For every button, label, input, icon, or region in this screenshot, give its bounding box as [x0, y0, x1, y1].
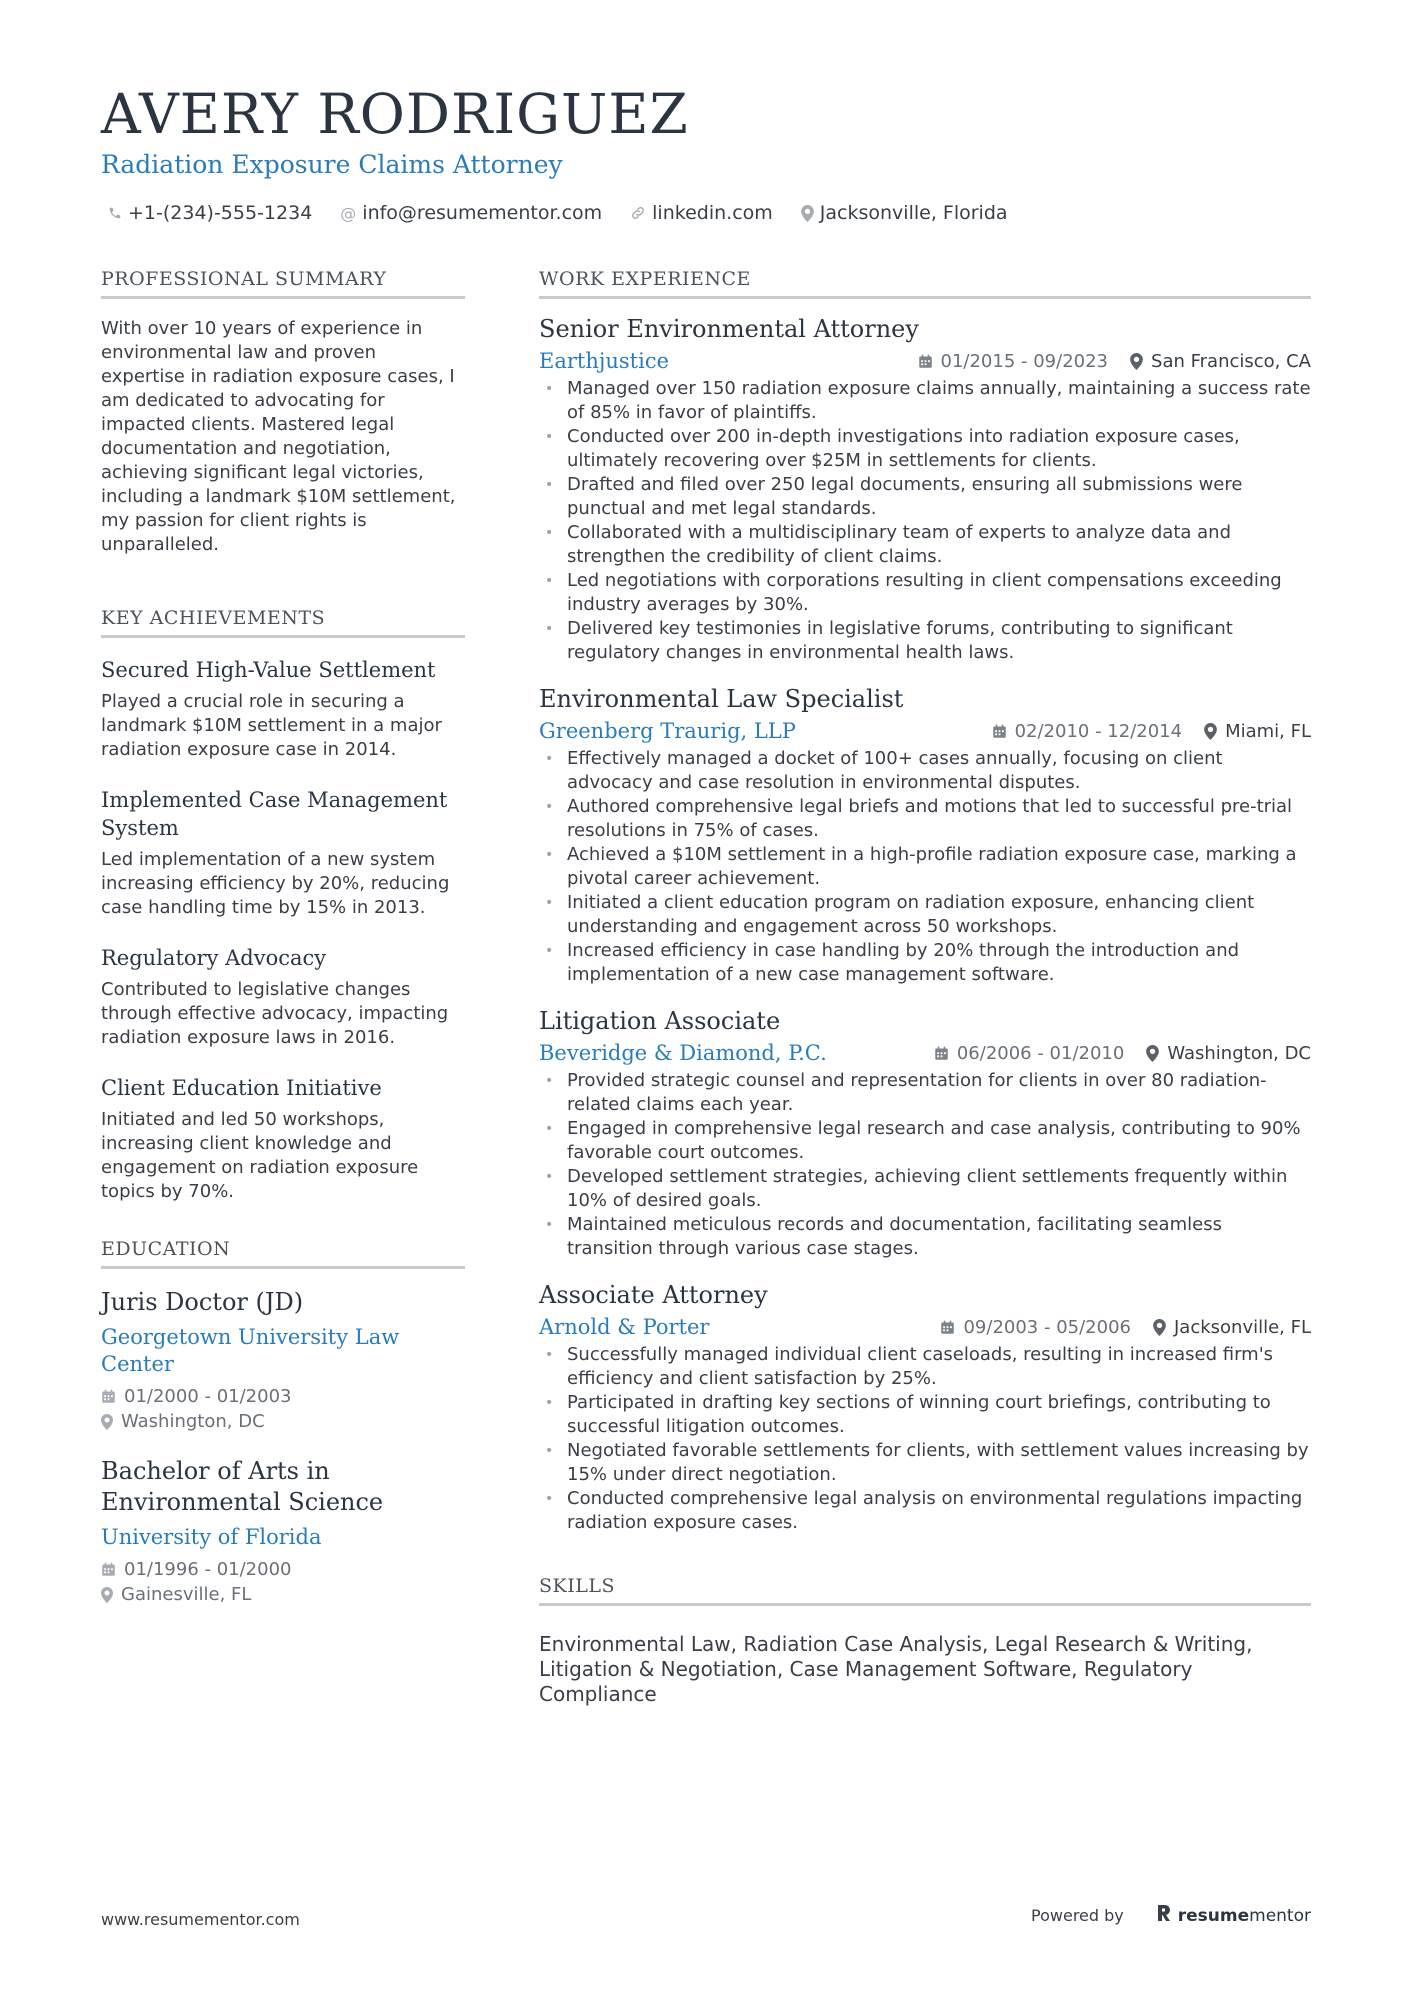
job-bullet: • Collaborated with a multidisciplinary team of experts to analyze data and strengthen the credibility of client claims. — [539, 521, 1311, 569]
contact-location — [801, 202, 1008, 224]
experience-title: WORK EXPERIENCE — [539, 268, 1311, 299]
job-location — [1146, 1043, 1311, 1064]
location-icon — [1153, 1319, 1166, 1336]
job-company: Arnold & Porter — [539, 1315, 710, 1339]
contact-email-text[interactable]: info@resumementor.com — [362, 202, 603, 224]
education-degree: Bachelor of Arts in Environmental Science — [101, 1457, 384, 1516]
job-location-text: Washington, DC — [1167, 1042, 1311, 1064]
achievement-item — [101, 786, 465, 920]
job-bullets — [539, 1343, 1311, 1535]
footer-brand — [1031, 1904, 1311, 1927]
education-dates-text: 01/1996 - 01/2000 — [124, 1559, 292, 1580]
contact-phone — [108, 202, 312, 224]
job-location — [1204, 721, 1311, 742]
calendar-icon — [934, 1046, 949, 1061]
job-dates-text: 06/2006 - 01/2010 — [956, 1042, 1125, 1064]
job-list — [539, 313, 1311, 1535]
job-bullet: • Maintained meticulous records and documentation, facilitating seamless transition through various case stages. — [539, 1213, 1311, 1261]
achievement-item — [101, 1074, 465, 1204]
job-bullet: • Increased efficiency in case handling by 20% through the introduction and implementation of a new case management software. — [539, 939, 1311, 987]
job-title: Environmental Law Specialist — [539, 685, 904, 713]
location-icon — [101, 1587, 113, 1603]
calendar-icon — [940, 1320, 955, 1335]
calendar-icon — [101, 1389, 116, 1404]
job-company: Beveridge & Diamond, P.C. — [539, 1041, 827, 1065]
job-entry — [539, 313, 1311, 665]
job-bullet: • Engaged in comprehensive legal research and case analysis, contributing to 90% favorable court outcomes. — [539, 1117, 1311, 1165]
left-column — [101, 268, 465, 1629]
job-title: Senior Environmental Attorney — [539, 315, 919, 343]
achievement-title: Secured High-Value Settlement — [101, 658, 436, 682]
job-bullets — [539, 1069, 1311, 1261]
job-dates — [940, 1317, 1131, 1338]
education-location — [101, 1409, 465, 1434]
location-icon — [1130, 353, 1143, 370]
contact-email[interactable] — [340, 202, 602, 224]
job-meta — [992, 721, 1311, 742]
job-location-text: San Francisco, CA — [1151, 350, 1311, 372]
job-bullet: • Negotiated favorable settlements for clients, with settlement values increasing by 15% under direct negotiation. — [539, 1439, 1311, 1487]
achievement-title: Regulatory Advocacy — [101, 946, 327, 970]
education-dates — [101, 1557, 465, 1582]
location-icon — [101, 1414, 113, 1430]
job-bullet: • Developed settlement strategies, achieving client settlements frequently within 10% of desired goals. — [539, 1165, 1311, 1213]
achievements-section — [101, 607, 465, 1204]
powered-by-label: Powered by — [1031, 1906, 1124, 1925]
calendar-icon — [918, 354, 933, 369]
education-dates — [101, 1384, 465, 1409]
education-item — [101, 1287, 465, 1434]
job-header-row — [539, 1039, 1311, 1067]
education-school: Georgetown University Law Center — [101, 1325, 400, 1376]
job-company: Earthjustice — [539, 349, 670, 373]
achievements-title: KEY ACHIEVEMENTS — [101, 607, 465, 638]
job-dates-text: 02/2010 - 12/2014 — [1014, 720, 1183, 742]
skills-section — [539, 1575, 1311, 1707]
job-meta — [940, 1317, 1311, 1338]
job-location-text: Jacksonville, FL — [1173, 1316, 1311, 1338]
education-location — [101, 1582, 465, 1607]
job-location — [1153, 1317, 1311, 1338]
job-dates-text: 01/2015 - 09/2023 — [940, 350, 1109, 372]
brand-mark-icon — [1156, 1904, 1172, 1927]
job-bullets — [539, 747, 1311, 987]
achievement-text: Played a crucial role in securing a landmark $10M settlement in a major radiation exposure case in 2014. — [101, 691, 442, 760]
brand-name-light: mentor — [1249, 1905, 1311, 1926]
candidate-name: AVERY RODRIGUEZ — [101, 82, 689, 146]
contact-phone-text: +1-(234)-555-1234 — [128, 202, 313, 224]
job-bullet: • Led negotiations with corporations resulting in client compensations exceeding industry averages by 30%. — [539, 569, 1311, 617]
job-bullet: • Provided strategic counsel and representation for clients in over 80 radiation-related claims each year. — [539, 1069, 1311, 1117]
job-meta — [934, 1043, 1311, 1064]
achievement-text: Led implementation of a new system increasing efficiency by 20%, reducing case handling time by 15% in 2013. — [101, 849, 450, 918]
calendar-icon — [101, 1562, 116, 1577]
achievement-item — [101, 944, 465, 1050]
job-entry — [539, 1005, 1311, 1261]
education-title: EDUCATION — [101, 1238, 465, 1269]
contact-location-text: Jacksonville, Florida — [819, 202, 1008, 224]
job-company: Greenberg Traurig, LLP — [539, 719, 796, 743]
job-bullet: • Managed over 150 radiation exposure claims annually, maintaining a success rate of 85% in favor of plaintiffs. — [539, 377, 1311, 425]
job-dates — [992, 721, 1183, 742]
experience-section — [539, 268, 1311, 1535]
education-dates-text: 01/2000 - 01/2003 — [124, 1386, 292, 1407]
skills-text: Environmental Law, Radiation Case Analysis, Legal Research & Writing, Litigation & Negotiation, Case Management Software, Regulatory Compliance — [539, 1632, 1253, 1706]
job-location-text: Miami, FL — [1225, 720, 1311, 742]
job-header-row — [539, 1313, 1311, 1341]
job-dates-text: 09/2003 - 05/2006 — [963, 1316, 1131, 1338]
education-item — [101, 1456, 465, 1607]
contact-linkedin[interactable] — [630, 202, 773, 224]
job-entry — [539, 683, 1311, 987]
job-bullet: • Delivered key testimonies in legislative forums, contributing to significant regulatory changes in environmental health laws. — [539, 617, 1311, 665]
job-bullet: • Successfully managed individual client caseloads, resulting in increased firm's efficiency and client satisfaction by 25%. — [539, 1343, 1311, 1391]
job-meta — [918, 351, 1311, 372]
summary-text: With over 10 years of experience in environmental law and proven expertise in radiation exposure cases, I am dedicated to advocating for impacted clients. Mastered legal documentation and negotiation, achieving significant legal victories, including a landmark $10M settlement, my passion for client rights is unparalleled. — [101, 318, 456, 555]
achievement-item — [101, 656, 465, 762]
education-location-text: Washington, DC — [121, 1411, 265, 1432]
job-bullet: • Initiated a client education program on radiation exposure, enhancing client understanding and engagement across 50 workshops. — [539, 891, 1311, 939]
location-icon — [1146, 1045, 1159, 1062]
link-icon — [630, 205, 646, 221]
education-section — [101, 1238, 465, 1607]
brand-name-bold: resume — [1177, 1905, 1250, 1926]
job-dates — [934, 1043, 1125, 1064]
education-school: University of Florida — [101, 1525, 322, 1549]
footer-website[interactable]: www.resumementor.com — [101, 1910, 300, 1929]
summary-title: PROFESSIONAL SUMMARY — [101, 268, 465, 299]
achievement-title: Implemented Case Management System — [101, 788, 448, 840]
job-dates — [918, 351, 1109, 372]
summary-section — [101, 268, 465, 557]
job-bullet: • Effectively managed a docket of 100+ cases annually, focusing on client advocacy and case resolution in environmental disputes. — [539, 747, 1311, 795]
job-bullet: • Conducted comprehensive legal analysis on environmental regulations impacting radiation exposure cases. — [539, 1487, 1311, 1535]
brand-logo[interactable] — [1156, 1904, 1311, 1927]
at-icon: @ — [340, 203, 357, 223]
job-entry — [539, 1279, 1311, 1535]
contact-linkedin-text[interactable]: linkedin.com — [652, 202, 773, 224]
job-bullets — [539, 377, 1311, 665]
right-column — [539, 268, 1311, 1707]
skills-title: SKILLS — [539, 1575, 1311, 1606]
achievement-text: Initiated and led 50 workshops, increasing client knowledge and engagement on radiation exposure topics by 70%. — [101, 1109, 419, 1202]
job-bullet: • Authored comprehensive legal briefs and motions that led to successful pre-trial resolutions in 75% of cases. — [539, 795, 1311, 843]
job-title: Litigation Associate — [539, 1007, 781, 1035]
location-icon — [1204, 723, 1217, 740]
candidate-headline: Radiation Exposure Claims Attorney — [101, 150, 563, 179]
job-title: Associate Attorney — [539, 1281, 768, 1309]
job-bullet: • Participated in drafting key sections of winning court briefings, contributing to successful litigation outcomes. — [539, 1391, 1311, 1439]
phone-icon — [108, 206, 122, 220]
job-location — [1130, 351, 1311, 372]
job-header-row — [539, 347, 1311, 375]
achievement-text: Contributed to legislative changes through effective advocacy, impacting radiation exposure laws in 2016. — [101, 979, 449, 1048]
job-bullet: • Conducted over 200 in-depth investigations into radiation exposure cases, ultimately recovering over $25M in settlements for clients. — [539, 425, 1311, 473]
education-degree: Juris Doctor (JD) — [101, 1288, 304, 1316]
location-icon — [801, 205, 814, 222]
calendar-icon — [992, 724, 1007, 739]
job-header-row — [539, 717, 1311, 745]
achievement-title: Client Education Initiative — [101, 1076, 382, 1100]
education-location-text: Gainesville, FL — [121, 1584, 252, 1605]
job-bullet: • Achieved a $10M settlement in a high-profile radiation exposure case, marking a pivotal career achievement. — [539, 843, 1311, 891]
job-bullet: • Drafted and filed over 250 legal documents, ensuring all submissions were punctual and met legal standards. — [539, 473, 1311, 521]
contact-bar — [108, 202, 1008, 224]
